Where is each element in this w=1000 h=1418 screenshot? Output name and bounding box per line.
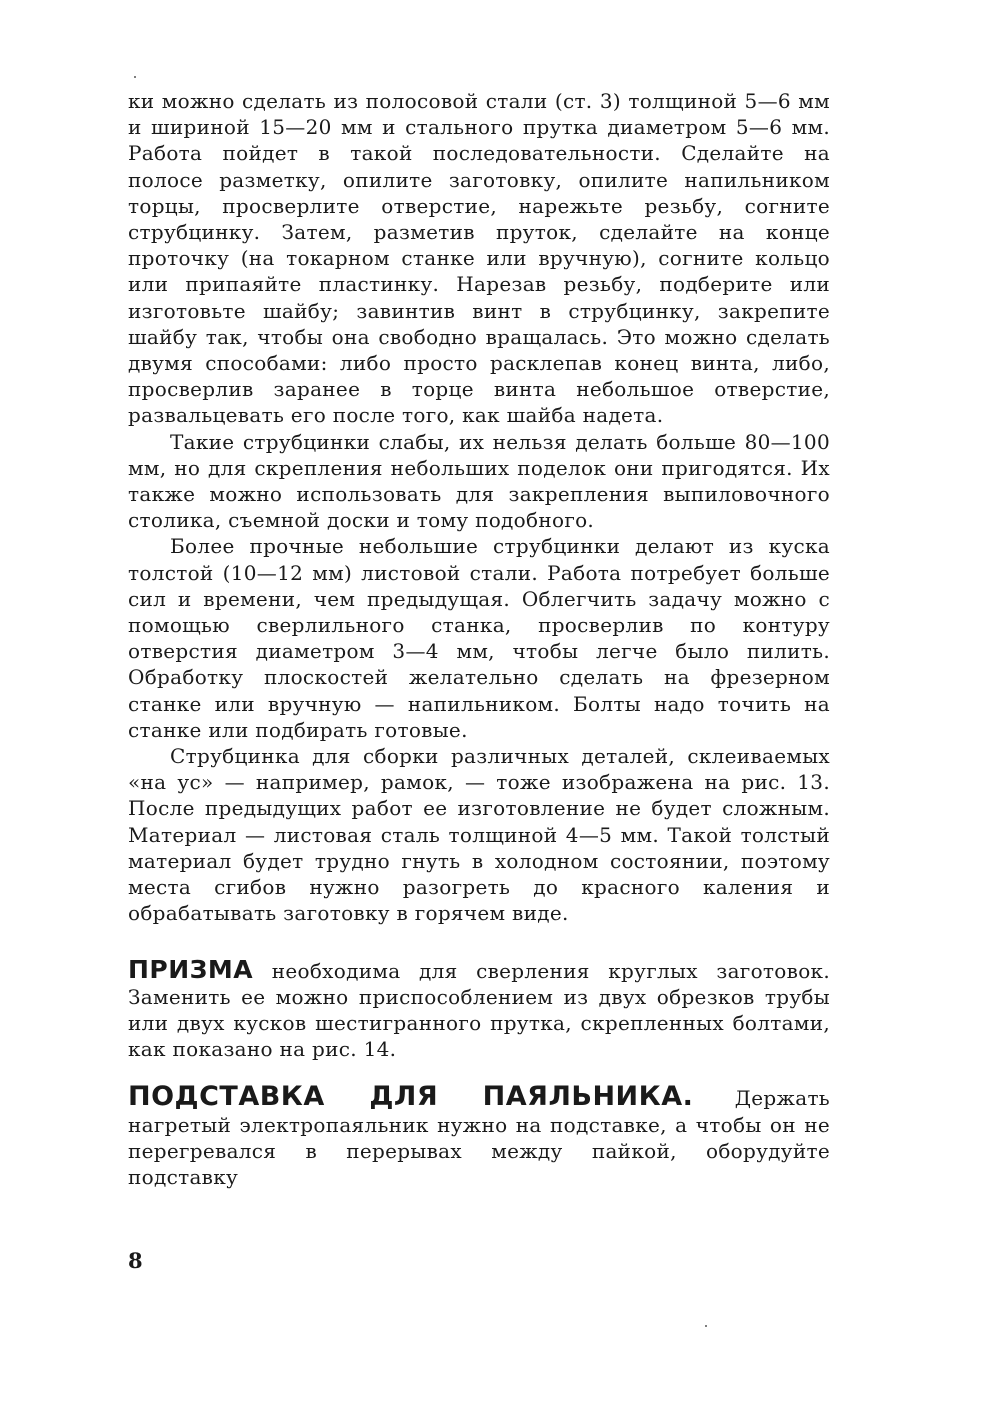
page-number: 8 — [128, 1248, 143, 1273]
section-heading-prism: ПРИЗМА — [128, 954, 254, 984]
body-text — [128, 88, 830, 1190]
section-prism — [128, 954, 830, 1063]
print-speck — [705, 1325, 707, 1327]
section-text-soldering-stand: Держать нагретый электропаяльник нужно на подставке, а чтобы он не перегревался в перерывах между пайкой, оборудуйте подставку — [128, 1086, 830, 1189]
paragraph-clamp-making: ки можно сделать из полосовой стали (ст. 3) толщиной 5—6 мм и шириной 15—20 мм и стального прутка диаметром 5—6 мм. Работа пойдет в такой последовательности. Сделайте на полосе разметку, опилите заготовку, опилите напильником торцы, просверлите отверстие, нарежьте резьбу, согните струбцинку. Затем, разметив пруток, сделайте на конце проточку (на токарном станке или вручную), согните кольцо или припаяйте пластинку. Нарезав резьбу, подберите или изготовьте шайбу; завинтив винт в струбцинку, закрепите шайбу так, чтобы она свободно вращалась. Это можно сделать двумя способами: либо просто расклепав конец винта, либо, просверлив заранее в торце винта небольшое отверстие, развальцевать его после того, как шайба надета. — [128, 89, 830, 428]
print-speck — [134, 76, 136, 78]
paragraph-strong-clamps: Более прочные небольшие струбцинки делают из куска толстой (10—12 мм) листовой стали. Работа потребует больше сил и времени, чем предыдущая. Облегчить задачу можно с помощью сверлильного станка, просверлив по контуру отверстия диаметром 3—4 мм, чтобы легче было пилить. Обработку плоскостей желательно сделать на фрезерном станке или вручную — напильником. Болты надо точить на станке или подбирать готовые. — [128, 534, 830, 742]
paragraph-clamp-weakness: Такие струбцинки слабы, их нельзя делать больше 80—100 мм, но для скрепления небольших поделок они пригодятся. Их также можно использовать для закрепления выпиловочного столика, съемной доски и тому подобного. — [128, 429, 830, 533]
section-text-prism: необходима для сверления круглых заготовок. Заменить ее можно приспособлением из двух обрезков трубы или двух кусков шестигранного прутка, скрепленных болтами, как показано на рис. 14. — [128, 958, 830, 1062]
section-heading-soldering-stand: ПОДСТАВКА ДЛЯ ПАЯЛЬНИКА. — [128, 1081, 694, 1113]
paragraph-miter-clamp: Струбцинка для сборки различных деталей, склеиваемых «на ус» — например, рамок, — тоже изображена на рис. 13. После предыдущих работ ее изготовление не будет сложным. Материал — листовая сталь толщиной 4—5 мм. Такой толстый материал будет трудно гнуть в холодном состоянии, поэтому места сгибов нужно разогреть до красного каления и обрабатывать заготовку в горячем виде. — [128, 744, 830, 926]
section-soldering-stand — [128, 1081, 830, 1190]
